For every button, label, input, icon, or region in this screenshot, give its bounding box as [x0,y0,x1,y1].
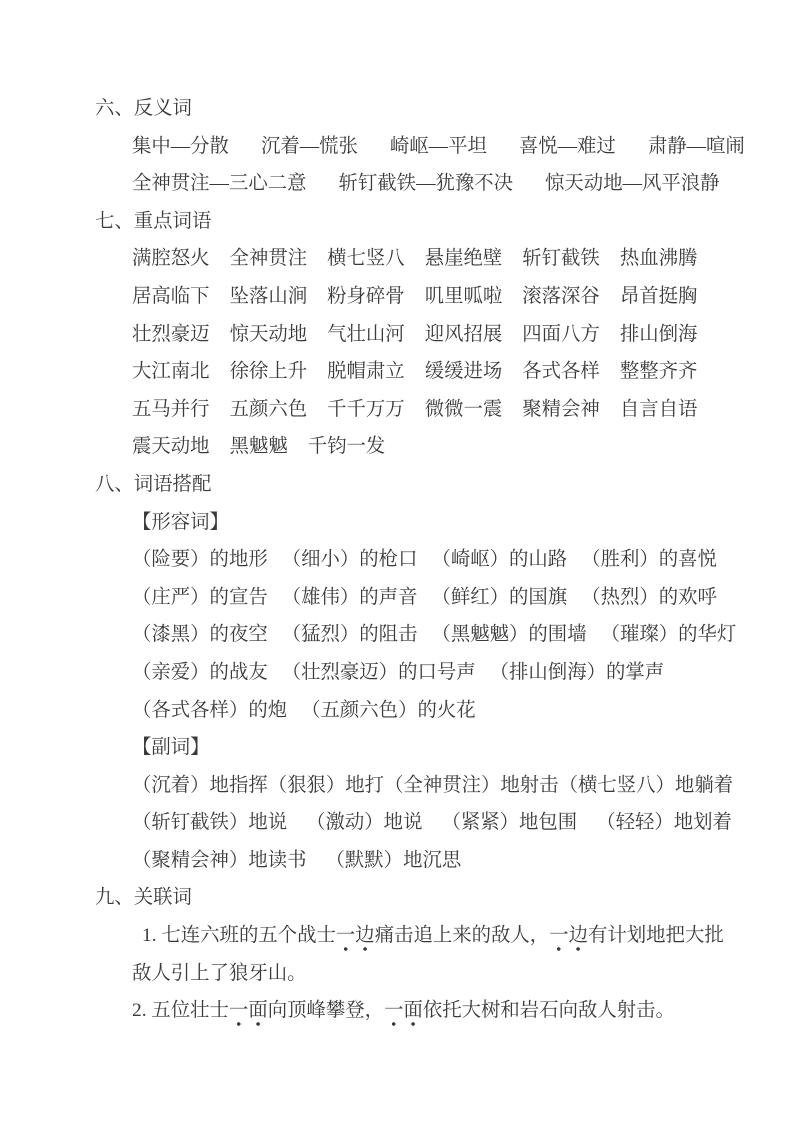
word-item: 迎风招展 [424,323,503,345]
word-item: （激动）地说 [306,812,423,834]
word-row [132,804,753,842]
word-item: 集中—分散 [132,135,229,157]
word-item: 千千万万 [327,398,405,420]
word-item: （崎岖）的山路 [431,549,568,571]
word-item: （五颜六色）的火花 [301,699,476,721]
word-item: （黑魆魆）的围墙 [431,624,587,646]
word-item: （庄严）的宣告 [132,586,268,608]
word-row [132,128,753,166]
word-item: 斩钉截铁 [522,248,600,270]
word-item: （默默）地沉思 [325,849,462,871]
word-item: （沉着）地指挥（狠狠）地打（全神贯注）地射击（横七竖八）地躺着 [132,774,734,796]
word-item: 居高临下 [132,285,210,307]
word-item: （鲜红）的国旗 [431,586,568,608]
section-collocations-heading: 八、词语搭配 [95,473,212,495]
word-item: 各式各样 [522,361,600,383]
word-item: 横七竖八 [327,248,405,270]
word-item: （聚精会神）地读书 [132,849,307,871]
word-item: 黑魆魆 [229,436,288,458]
subsection-adverbs [95,729,753,879]
word-item: 大江南北 [132,361,210,383]
word-item: 沉着—慌张 [260,135,358,157]
word-item: 五马并行 [132,398,210,420]
word-row [132,391,753,429]
word-item: 惊天动地 [229,323,308,345]
word-item: （壮烈豪迈）的口号声 [281,661,476,683]
word-item: 全神贯注 [229,248,308,270]
word-item: 昂首挺胸 [619,285,698,307]
word-row [132,616,753,654]
sentence-text: 有计划地把大批敌人引上了狼牙山。 [132,925,724,984]
word-row [132,165,753,203]
word-item: 千钧一发 [307,436,386,458]
word-item: 斩钉截铁—犹豫不决 [338,173,514,195]
word-item: 四面八方 [522,323,600,345]
word-item: 喜悦—难过 [518,135,616,157]
word-item: （胜利）的喜悦 [581,549,717,571]
word-row [132,278,753,316]
word-item: 聚精会神 [522,398,600,420]
word-row [132,579,753,617]
section-eight-content [95,504,753,880]
word-row [132,842,753,880]
emphasized-text: 一面 [229,1000,268,1027]
word-item: 整整齐齐 [619,361,698,383]
sentence-text: 依托大树和岩石向敌人射击。 [422,1000,675,1022]
word-item: （排山倒海）的掌声 [489,661,665,683]
sentence-text: 向顶峰攀登， [267,1000,385,1022]
word-item: 排山倒海 [619,323,698,345]
word-item: 微微一震 [424,398,503,420]
word-item: （漆黑）的夜空 [132,624,268,646]
word-item: （热烈）的欢呼 [581,586,717,608]
sentence-number: 1. [142,925,162,947]
section-key-words [95,203,753,466]
word-row [132,767,753,805]
section-nine-content [95,917,753,1030]
word-item: 惊天动地—风平浪静 [545,173,720,195]
sentence-text: 五位壮士 [151,1000,229,1022]
word-row [132,428,753,466]
word-row [132,541,753,579]
section-antonyms [95,90,753,203]
word-item: （细小）的枪口 [281,549,418,571]
section-six-content [95,128,753,203]
word-item: （轻轻）地划着 [596,812,732,834]
word-item: （雄伟）的声音 [281,586,418,608]
word-item: （各式各样）的炮 [132,699,288,721]
word-item: 满腔怒火 [132,248,210,270]
word-item: 叽里呱啦 [424,285,503,307]
section-correlative-words [95,879,753,1029]
word-item: （猛烈）的阻击 [281,624,418,646]
sentence [132,917,733,992]
word-item: 肃静—喧闹 [647,135,745,157]
word-item: （紧紧）地包围 [441,812,578,834]
section-seven-content [95,240,753,466]
sentence-text: 七连六班的五个战士 [161,925,336,947]
word-item: 悬崖绝壁 [424,248,503,270]
word-item: （璀璨）的华灯 [600,624,737,646]
word-item: 坠落山涧 [229,285,308,307]
word-item: 脱帽肃立 [327,361,405,383]
word-item: 气壮山河 [327,323,405,345]
word-item: 缓缓进场 [424,361,503,383]
word-item: 徐徐上升 [229,361,308,383]
word-item: 粉身碎骨 [327,285,405,307]
word-row [132,654,753,692]
section-collocations [95,466,753,880]
word-item: （亲爱）的战友 [132,661,268,683]
emphasized-text: 一面 [384,1000,423,1027]
section-key-words-heading: 七、重点词语 [95,210,212,232]
word-item: 热血沸腾 [619,248,698,270]
word-row [132,316,753,354]
word-row [132,692,753,730]
sentence-number: 2. [132,1000,152,1022]
word-item: 壮烈豪迈 [132,323,210,345]
subsection-label: 【副词】 [132,737,210,759]
sentence-text: 痛击追上来的敌人， [374,925,550,947]
subsection-adjectives [95,504,753,730]
emphasized-text: 一边 [336,925,375,952]
word-item: （斩钉截铁）地说 [132,812,288,834]
word-item: 自言自语 [619,398,698,420]
word-item: 五颜六色 [229,398,308,420]
section-correlative-words-heading: 九、关联词 [95,887,192,909]
word-item: 崎岖—平坦 [389,135,487,157]
word-item: 全神贯注—三心二意 [132,173,307,195]
subsection-label: 【形容词】 [132,511,229,533]
sentence [132,992,733,1030]
word-item: （险要）的地形 [132,549,268,571]
emphasized-text: 一边 [549,925,588,952]
word-row [132,240,753,278]
word-row [132,353,753,391]
word-item: 滚落深谷 [522,285,600,307]
section-antonyms-heading: 六、反义词 [95,98,192,119]
word-item: 震天动地 [132,436,210,458]
